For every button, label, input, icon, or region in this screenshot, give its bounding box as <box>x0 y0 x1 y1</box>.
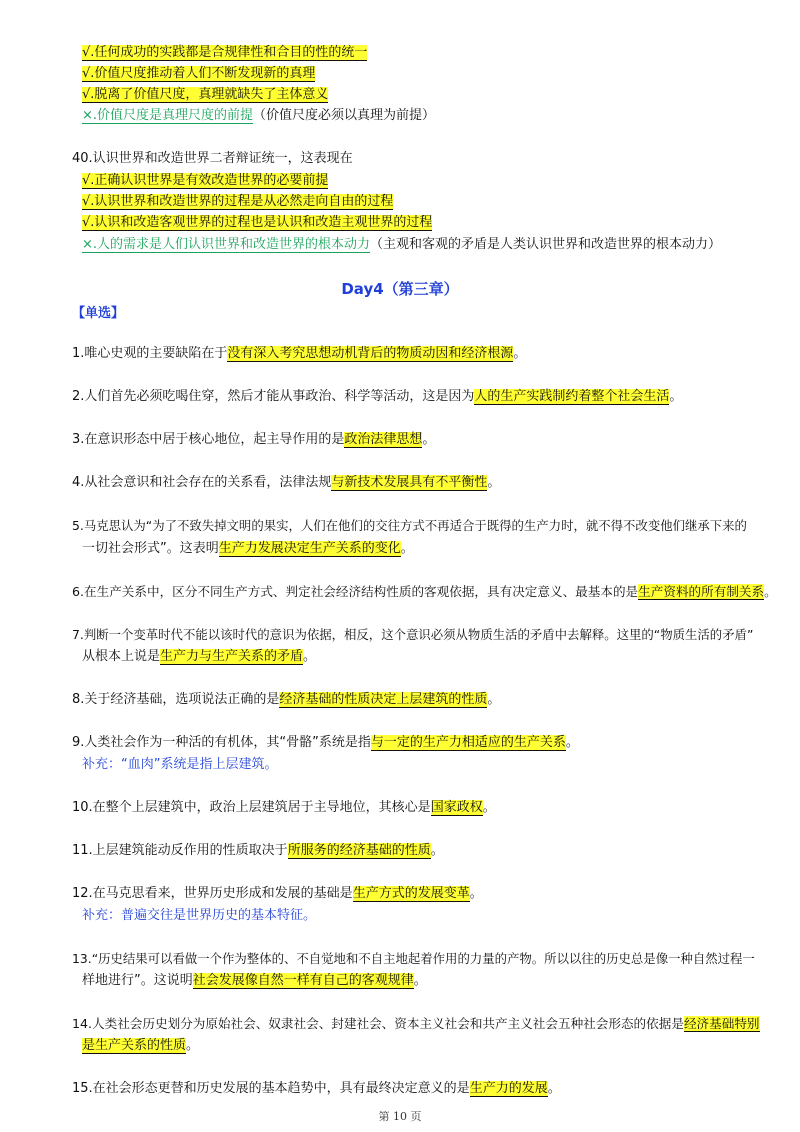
question-7-line1: 7.判断一个变革时代不能以该时代的意识为依据，相反，这个意识必须从物质生活的矛盾中去解释。这里的“物质生活的矛盾” <box>72 627 754 642</box>
question-14-line2: 是生产关系的性质。 <box>82 1038 200 1053</box>
q40-stem: 40.认识世界和改造世界二者辩证统一，这表现在 <box>72 151 353 166</box>
question-13-line1: 13.“历史结果可以看做一个作为整体的、不自觉地和不自主地起着作用的力量的产物。所以以往的历史总是像一种自然过程一 <box>72 951 755 966</box>
question-9-note: 补充：“血肉”系统是指上层建筑。 <box>82 757 278 772</box>
q39-option-d: ×.价值尺度是真理尺度的前提（价值尺度必须以真理为前提） <box>82 108 436 123</box>
question-11: 11.上层建筑能动反作用的性质取决于所服务的经济基础的性质。 <box>72 843 444 858</box>
q39-option-a: √.任何成功的实践都是合规律性和合目的性的统一 <box>82 45 368 60</box>
q40-option-d: ×.人的需求是人们认识世界和改造世界的根本动力（主观和客观的矛盾是人类认识世界和改造世界的根本动力） <box>82 237 722 252</box>
page-number: 第 10 页 <box>378 1110 422 1123</box>
q40-option-b: √.认识世界和改造世界的过程是从必然走向自由的过程 <box>82 194 394 209</box>
question-5-line1: 5.马克思认为“为了不致失掉文明的果实，人们在他们的交往方式不再适合于既得的生产力时，就不得不改变他们继承下来的 <box>72 518 747 533</box>
question-3: 3.在意识形态中居于核心地位，起主导作用的是政治法律思想。 <box>72 432 436 447</box>
question-14-line1: 14.人类社会历史划分为原始社会、奴隶社会、封建社会、资本主义社会和共产主义社会五种社会形态的依据是经济基础特别 <box>72 1016 760 1031</box>
question-12: 12.在马克思看来，世界历史形成和发展的基础是生产方式的发展变革。 <box>72 886 483 901</box>
question-1: 1.唯心史观的主要缺陷在于没有深入考究思想动机背后的物质动因和经济根源。 <box>72 346 527 361</box>
q39-option-b: √.价值尺度推动着人们不断发现新的真理 <box>82 66 316 81</box>
question-13-line2: 样地进行”。这说明社会发展像自然一样有自己的客观规律。 <box>82 973 427 988</box>
question-10: 10.在整个上层建筑中，政治上层建筑居于主导地位，其核心是国家政权。 <box>72 800 496 815</box>
question-2: 2.人们首先必须吃喝住穿，然后才能从事政治、科学等活动，这是因为人的生产实践制约着整个社会生活。 <box>72 389 683 404</box>
q40-option-c: √.认识和改造客观世界的过程也是认识和改造主观世界的过程 <box>82 215 433 230</box>
q40-option-a: √.正确认识世界是有效改造世界的必要前提 <box>82 173 329 188</box>
section-label: 【单选】 <box>72 306 125 321</box>
question-12-note: 补充：普遍交往是世界历史的基本特征。 <box>82 908 317 923</box>
question-4: 4.从社会意识和社会存在的关系看，法律法规与新技术发展具有不平衡性。 <box>72 475 501 490</box>
day-heading: Day4（第三章） <box>341 280 459 298</box>
question-6: 6.在生产关系中，区分不同生产方式、判定社会经济结构性质的客观依据，具有决定意义、最基本的是生产资料的所有制关系。 <box>72 584 777 599</box>
q39-option-c: √.脱离了价值尺度，真理就缺失了主体意义 <box>82 87 329 102</box>
question-9: 9.人类社会作为一种活的有机体，其“骨骼”系统是指与一定的生产力相适应的生产关系。 <box>72 735 579 750</box>
question-5-line2: 一切社会形式”。这表明生产力发展决定生产关系的变化。 <box>82 541 414 556</box>
question-7-line2: 从根本上说是生产力与生产关系的矛盾。 <box>82 649 317 664</box>
question-15: 15.在社会形态更替和历史发展的基本趋势中，具有最终决定意义的是生产力的发展。 <box>72 1081 561 1096</box>
question-8: 8.关于经济基础，选项说法正确的是经济基础的性质决定上层建筑的性质。 <box>72 692 501 707</box>
